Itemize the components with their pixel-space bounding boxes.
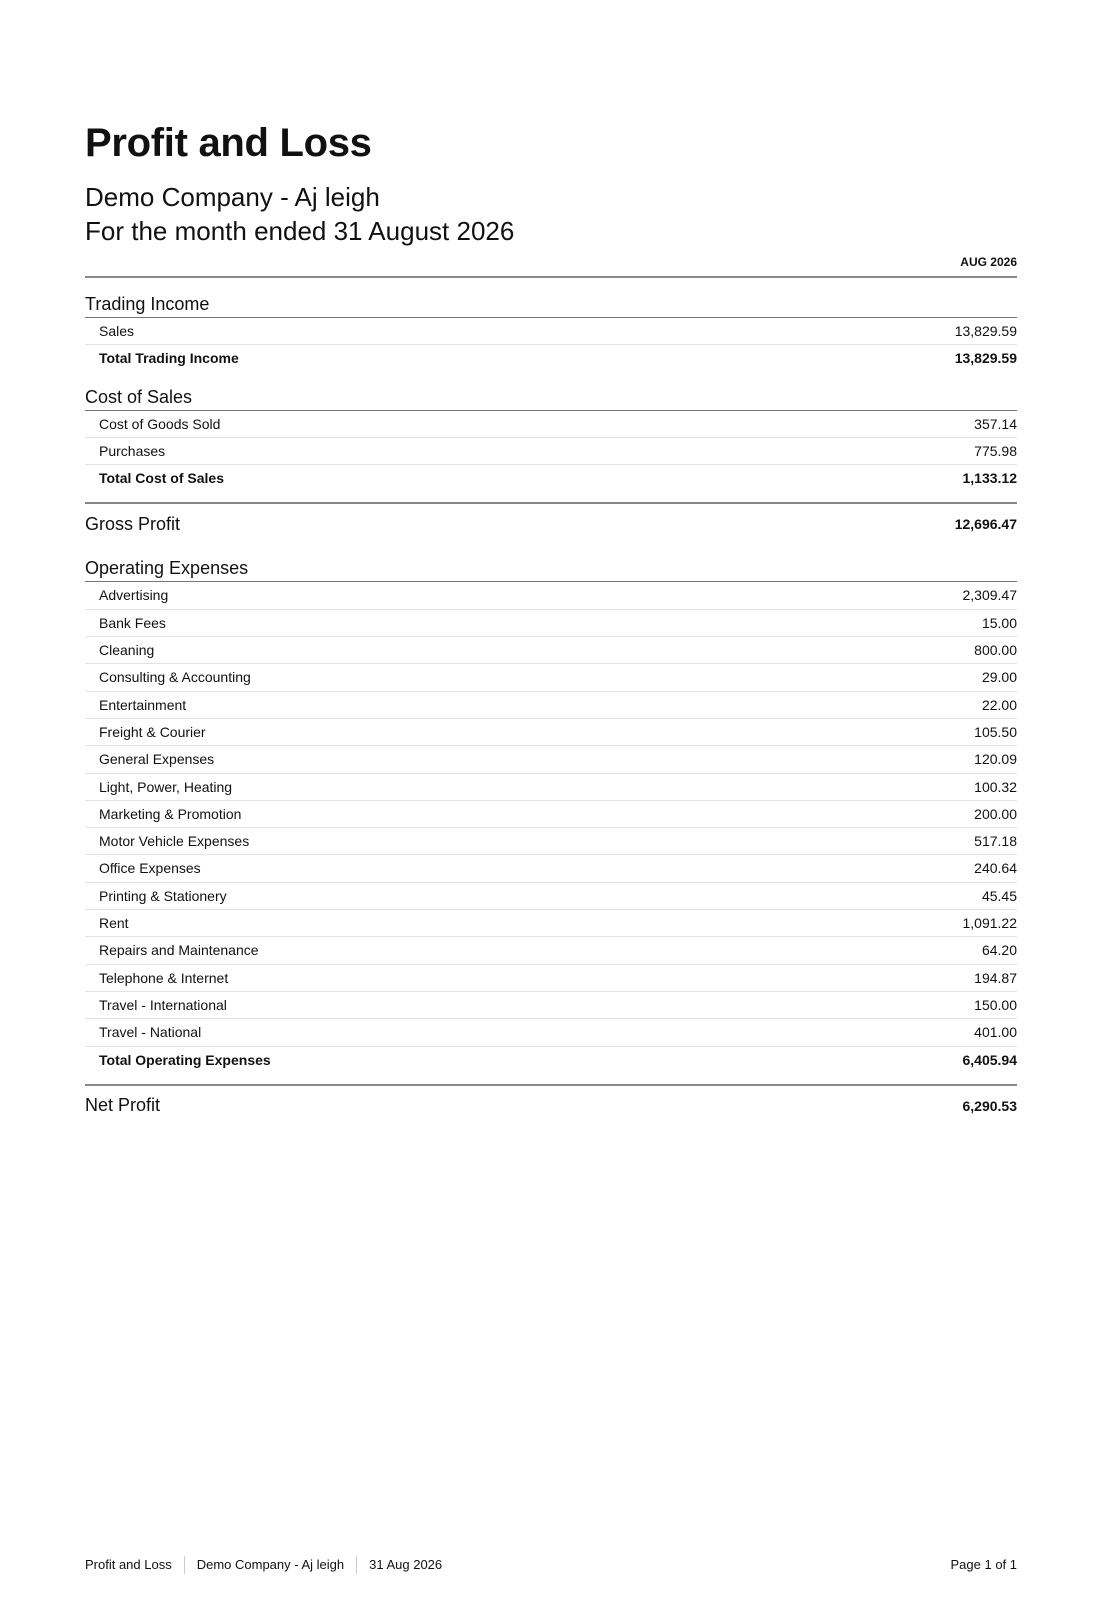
gross-profit-amount: 12,696.47 bbox=[954, 516, 1017, 533]
net-profit-block bbox=[85, 1084, 1017, 1126]
row-amount: 13,829.59 bbox=[954, 323, 1017, 339]
row-amount: 357.14 bbox=[974, 415, 1017, 432]
row-amount: 2,309.47 bbox=[962, 587, 1017, 604]
gross-profit-row bbox=[85, 504, 1017, 544]
table-row bbox=[85, 610, 1017, 637]
row-label: Sales bbox=[99, 323, 135, 339]
report-page bbox=[85, 0, 1017, 1602]
total-row-cost-of-sales bbox=[85, 465, 1017, 492]
section-heading-operating-expenses: Operating Expenses bbox=[85, 554, 1017, 582]
header-divider bbox=[85, 276, 1017, 278]
row-amount: 517.18 bbox=[974, 833, 1017, 850]
row-amount: 800.00 bbox=[974, 642, 1017, 659]
footer-separator bbox=[356, 1556, 357, 1574]
table-row bbox=[85, 883, 1017, 910]
total-row-trading-income bbox=[85, 345, 1017, 372]
row-amount: 29.00 bbox=[981, 669, 1017, 686]
table-row bbox=[85, 318, 1017, 345]
row-label: Consulting & Accounting bbox=[99, 669, 251, 686]
row-amount: 45.45 bbox=[981, 887, 1017, 904]
table-row bbox=[85, 910, 1017, 937]
total-row-operating-expenses bbox=[85, 1047, 1017, 1074]
row-label: Rent bbox=[99, 915, 129, 932]
row-label: Marketing & Promotion bbox=[99, 805, 242, 822]
footer-report-name: Profit and Loss bbox=[85, 1557, 172, 1572]
row-amount: 64.20 bbox=[981, 942, 1017, 959]
table-row bbox=[85, 637, 1017, 664]
gross-profit-block bbox=[85, 502, 1017, 544]
table-row bbox=[85, 1019, 1017, 1046]
table-row bbox=[85, 438, 1017, 465]
report-body bbox=[85, 290, 1017, 1126]
report-title: Profit and Loss bbox=[85, 121, 372, 165]
row-amount: 15.00 bbox=[981, 614, 1017, 631]
row-label: Freight & Courier bbox=[99, 723, 206, 740]
row-amount: 401.00 bbox=[974, 1024, 1017, 1041]
row-label: Cost of Goods Sold bbox=[99, 415, 221, 432]
table-row bbox=[85, 801, 1017, 828]
company-name: Demo Company - Aj leigh bbox=[85, 182, 380, 212]
table-row bbox=[85, 828, 1017, 855]
row-label: Repairs and Maintenance bbox=[99, 942, 259, 959]
table-row bbox=[85, 855, 1017, 882]
footer-date: 31 Aug 2026 bbox=[369, 1557, 443, 1572]
row-label: Bank Fees bbox=[99, 614, 166, 631]
row-amount: 240.64 bbox=[974, 860, 1017, 877]
table-row bbox=[85, 965, 1017, 992]
total-amount: 1,133.12 bbox=[962, 470, 1017, 487]
row-amount: 100.32 bbox=[974, 778, 1017, 795]
row-label: General Expenses bbox=[99, 751, 215, 768]
table-row bbox=[85, 992, 1017, 1019]
table-row bbox=[85, 664, 1017, 691]
row-amount: 200.00 bbox=[974, 805, 1017, 822]
net-profit-amount: 6,290.53 bbox=[962, 1097, 1017, 1114]
row-label: Cleaning bbox=[99, 642, 155, 659]
total-label: Total Operating Expenses bbox=[99, 1051, 271, 1068]
row-amount: 120.09 bbox=[974, 751, 1017, 768]
row-label: Travel - National bbox=[99, 1024, 202, 1041]
trading-income-rows bbox=[85, 318, 1017, 373]
section-heading-trading-income: Trading Income bbox=[85, 290, 1017, 318]
row-amount: 22.00 bbox=[981, 696, 1017, 713]
total-amount: 13,829.59 bbox=[954, 350, 1017, 367]
table-row bbox=[85, 582, 1017, 609]
table-row bbox=[85, 774, 1017, 801]
net-profit-label: Net Profit bbox=[85, 1095, 161, 1116]
table-row bbox=[85, 746, 1017, 773]
total-amount: 6,405.94 bbox=[962, 1051, 1017, 1068]
total-label: Total Cost of Sales bbox=[99, 470, 224, 487]
report-period: For the month ended 31 August 2026 bbox=[85, 216, 515, 246]
row-label: Entertainment bbox=[99, 696, 187, 713]
footer-info bbox=[85, 1556, 442, 1574]
cost-of-sales-rows bbox=[85, 411, 1017, 493]
row-label: Telephone & Internet bbox=[99, 969, 229, 986]
page-footer bbox=[85, 1556, 1017, 1574]
total-label: Total Trading Income bbox=[99, 350, 239, 367]
operating-expenses-rows bbox=[85, 582, 1017, 1073]
footer-separator bbox=[184, 1556, 185, 1574]
row-label: Office Expenses bbox=[99, 860, 201, 877]
net-profit-row bbox=[85, 1086, 1017, 1126]
row-amount: 1,091.22 bbox=[962, 915, 1017, 932]
section-heading-cost-of-sales: Cost of Sales bbox=[85, 383, 1017, 411]
footer-page-number: Page 1 of 1 bbox=[950, 1557, 1017, 1572]
row-amount: 194.87 bbox=[974, 969, 1017, 986]
row-label: Advertising bbox=[99, 587, 169, 604]
row-label: Light, Power, Heating bbox=[99, 778, 233, 795]
row-amount: 775.98 bbox=[974, 442, 1017, 459]
gross-profit-label: Gross Profit bbox=[85, 513, 181, 534]
row-label: Printing & Stationery bbox=[99, 887, 227, 904]
table-row bbox=[85, 411, 1017, 438]
table-row bbox=[85, 692, 1017, 719]
row-amount: 150.00 bbox=[974, 996, 1017, 1013]
row-amount: 105.50 bbox=[974, 723, 1017, 740]
row-label: Travel - International bbox=[99, 996, 227, 1013]
table-row bbox=[85, 719, 1017, 746]
column-header: AUG 2026 bbox=[960, 255, 1017, 269]
row-label: Motor Vehicle Expenses bbox=[99, 833, 250, 850]
row-label: Purchases bbox=[99, 442, 166, 459]
table-row bbox=[85, 937, 1017, 964]
footer-company: Demo Company - Aj leigh bbox=[196, 1557, 345, 1572]
